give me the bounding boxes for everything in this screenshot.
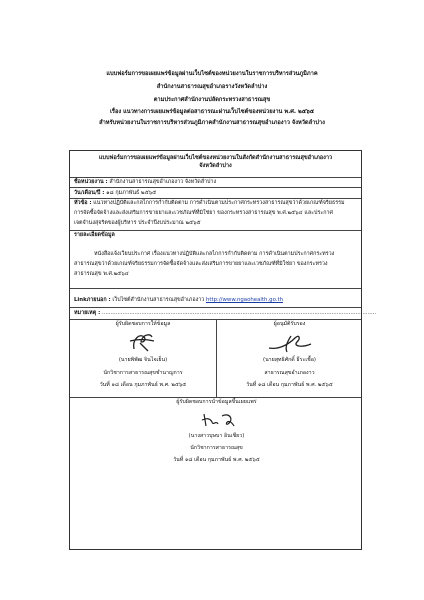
link-row: [70, 289, 361, 308]
note-label: หมายเหตุ :: [74, 310, 101, 316]
subject-line-3: เจตจำนงสุจริตของผู้บริหาร ประจำปีงบประมาณ ๒๕๖๕: [74, 220, 201, 226]
signature-row: [70, 320, 361, 398]
detail-row: [70, 231, 361, 289]
right-signature-image: [265, 330, 315, 354]
header-line-2: สำนักงานสาธารณสุขอำเภอรางวังหวัดลำปาง: [156, 84, 268, 90]
form-title-line-2: จังหวัดลำปาง: [199, 163, 232, 169]
bottom-sign-role: ผู้รับผิดชอบการนำข้อมูลขึ้นเผยแพร่: [176, 399, 257, 405]
note-dots: ................................................................................................................................................................: [101, 310, 377, 316]
unit-value: สำนักงานสาธารณสุขอำเภองาว จังหวัดลำปาง: [109, 179, 217, 185]
right-sign-position: สาธารณสุขอำเภองาว: [264, 370, 315, 376]
right-sign-date: วันที่ ๑๘ เดือน กุมภาพันธ์ พ.ศ. ๒๕๖๕: [246, 382, 333, 388]
subject-line-2: การจัดซื้อจัดจ้างและส่งเสริมการขายยาและเวชภัณฑ์ที่มิใช่ยา ของกระทรวงสาธารณสุข พ.ศ.๒๕๖๔ และประกาศ: [74, 210, 333, 216]
note-row: [70, 308, 377, 320]
subject-label: หัวข้อ :: [74, 200, 92, 206]
header-line-4: เรื่อง แนวทางการเผยแพร่ข้อมูลต่อสาธารณะผ่านเว็บไซต์ของหน่วยงาน พ.ศ. ๒๕๖๕: [109, 109, 315, 115]
date-label: วัน/เดือน/ปี :: [74, 190, 105, 196]
right-sign-name: (นายสุทธิศักดิ์ ธีระเชื้อ): [263, 357, 316, 363]
date-row: [70, 188, 361, 199]
link-label: Linkภายนอก :: [74, 297, 111, 303]
header-line-5: สำหรับหน่วยงานในราชการบริหารส่วนภูมิภาคสำนักงานสาธารณสุขอำเภองาว จังหวัดลำปาง: [99, 120, 325, 126]
subject-line-1: แนวทางปฏิบัติและกลไกการกำกับติดตาม การดำเนินตามประกาศกระทรวงสาธารณสุขว่าด้วยเกณฑ์จริยธรรม: [93, 200, 345, 206]
header-line-1: แบบฟอร์มการขอเผยแพร่ข้อมูลผ่านเว็บไซต์ของหน่วยงานในราชการบริหารส่วนภูมิภาค: [106, 71, 318, 77]
website-link[interactable]: http://www.ngaohealth.go.th: [205, 297, 284, 303]
bottom-sign-name: (นางสาวบุษบา อินเชียว): [188, 433, 245, 439]
subject-row: [70, 199, 361, 231]
unit-row: [70, 178, 361, 188]
bottom-signature-image: [198, 410, 238, 432]
detail-line-2: สาธารณสุขว่าด้วยเกณฑ์จริยธรรมการจัดซื้อจัดจ้างและส่งเสริมการขายยาและเวชภัณฑ์ที่มิใช่ยา ของกระทรวง: [74, 261, 328, 267]
left-sign-name: (นายพิพัฒ จินไจเย็น): [118, 357, 168, 363]
left-sign-role: ผู้รับผิดชอบการให้ข้อมูล: [115, 321, 171, 327]
detail-label: รายละเอียดข้อมูล: [74, 232, 115, 238]
right-sign-role: ผู้อนุมัติรับรอง: [273, 321, 306, 327]
form-title-row: [70, 151, 361, 178]
detail-line-3: สาธารณสุข พ.ศ.๒๕๖๔: [74, 271, 129, 277]
bottom-sign-position: นักวิชาการสาธารณสุข: [190, 445, 243, 451]
bottom-sign-date: วันที่ ๑๘ เดือน กุมภาพันธ์ พ.ศ. ๒๕๖๕: [173, 457, 260, 463]
unit-label: ชื่อหน่วยงาน :: [74, 179, 108, 185]
form-frame: [69, 150, 377, 550]
left-sign-position: นักวิชาการสาธารณสุขชำนาญการ: [103, 370, 183, 376]
date-value: ๑๘ กุมภาพันธ์ ๒๕๖๕: [106, 190, 157, 196]
left-sign-date: วันที่ ๑๘ เดือน กุมภาพันธ์ พ.ศ. ๒๕๖๕: [99, 382, 187, 388]
detail-line-1: หนังสือแจ้งเวียนประกาศ เรื่องแนวทางปฏิบัติและกลไกการกำกับติดตาม การดำเนินตามประกาศกระทรวง: [94, 251, 335, 257]
header-line-3: ตามประกาศสำนักงานปลัดกระทรวงสาธารณสุข: [153, 97, 271, 103]
link-prefix: เว็บไซต์สำนักงานสาธารณสุขอำเภองาว: [112, 297, 205, 303]
form-title-line-1: แบบฟอร์มการขอเผยแพร่ข้อมูลผ่านเว็บไซต์ของหน่วยงานในสังกัดสำนักงานสาธารณสุขอำเภองาว: [98, 155, 333, 161]
left-signature-image: [122, 329, 162, 353]
